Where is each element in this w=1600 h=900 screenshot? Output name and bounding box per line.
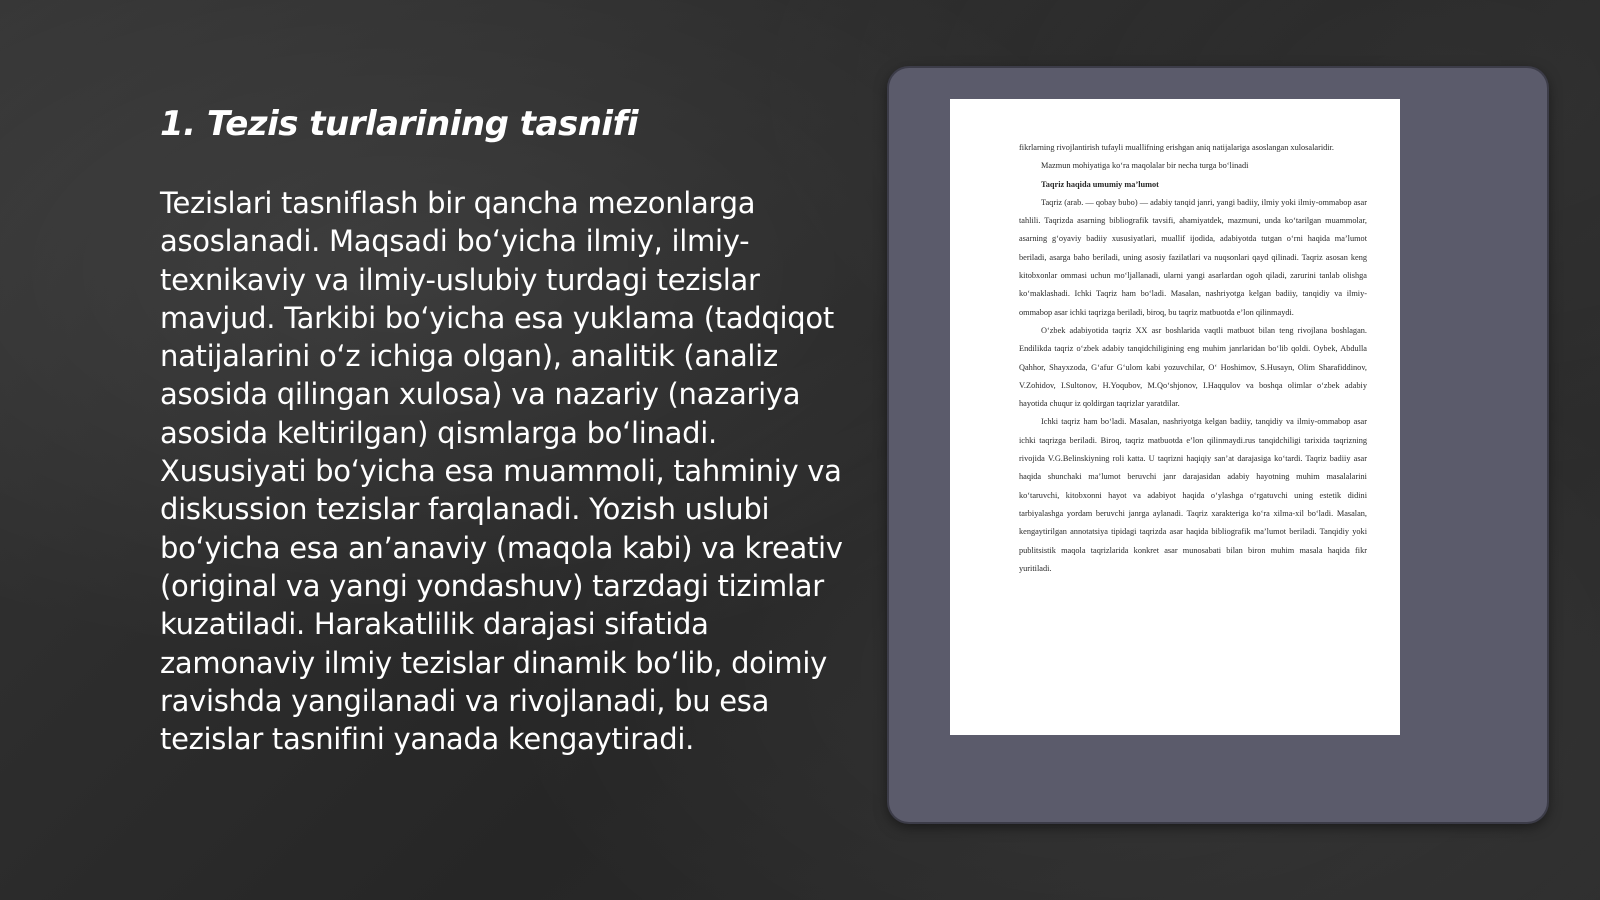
slide-body-text: Tezislari tasniflash bir qancha mezonlarga asoslanadi. Maqsadi bo‘yicha ilmiy, ilmiy-texnikaviy va ilmiy-uslubiy turdagi tezislar mavjud. Tarkibi bo‘yicha esa yuklama (tadqiqot natijalarini o‘z ichiga olgan), analitik (analiz asosida qilingan xulosa) va nazariy (nazariya asosida keltirilgan) qismlarga bo‘linadi. Xususiyati bo‘yicha esa muammoli, tahminiy va diskussion tezislar farqlanadi. Yozish uslubi bo‘yicha esa an’anaviy (maqola kabi) va kreativ (original va yangi yondashuv) tarzdagi tizimlar kuzatiladi. Harakatlilik darajasi sifatida zamonaviy ilmiy tezislar dinamik bo‘lib, doimiy ravishda yangilanadi va rivojlanadi, bu esa tezislar tasnifini yanada kengaytiradi. [160, 186, 843, 757]
document-page [950, 99, 1400, 735]
doc-paragraph: fikrlarning rivojlantirish tufayli muallifning erishgan aniq natijalariga asoslangan xulosalaridir. [1019, 143, 1334, 152]
slide-heading: 1. Tezis turlarining tasnifi [160, 104, 639, 144]
document-image-frame [889, 68, 1547, 822]
doc-paragraph: Taqriz (arab. — qobay bubo) — adabiy tanqid janri, yangi badiiy, ilmiy yoki ilmiy-ommabop asar tahlili. Taqrizda asarning bibliografik tavsifi, ahamiyatdek, mazmuni, unda ko‘tarilgan muammolar, asarning g‘oyaviy badiiy xususiyatlari, muallif ijodida, adabiyotda tutgan o‘rni haqida ma’lumot beriladi, asarga baho beriladi, uning asosiy fazilatlari va nuqsonlari qayd qilinadi. Taqriz asosan keng kitobxonlar ommasi uchun mo‘ljallanadi, ularni yangi asarlardan ogoh qiladi, zarurini tanlab olishga ko‘maklashadi. Ichki Taqriz ham bo‘ladi. Masalan, nashriyotga kelgan badiiy, tanqidiy va ilmiy-ommabop asar ichki taqrizga beriladi, biroq, bu taqriz matbuotda e’lon qilinmaydi. [1019, 197, 1367, 317]
doc-paragraph: Ichki taqriz ham bo‘ladi. Masalan, nashriyotga kelgan badiiy, tanqidiy va ilmiy-ommabop asar ichki taqrizga beriladi. Biroq, taqriz matbuotda e’lon qilinmaydi.rus tanqidchiligi tarixida taqrizning rivojida V.G.Belinskiyning roli katta. U taqrizni haqiqiy san’at darajasiga ko‘tardi. Taqriz badiiy asar haqida shunchaki ma’lumot beruvchi janr darajasidan adabiy hayotning muhim masalalarini ko‘taruvchi, kitobxonni hayot va adabiyot haqida o‘ylashga o‘rgatuvchi uning estetik didini tarbiyalashga yordam beruvchi janrga aylanadi. Taqriz xarakteriga ko‘ra xilma-xil bo‘ladi. Masalan, kengaytirilgan annotatsiya tipidagi taqrizda asar haqida bibliografik ma’lumot beriladi. Tanqidiy yoki publitsistik maqola taqrizlarida konkret asar munosabati bilan biron muhim masala haqida fikr yuritiladi. [1019, 417, 1367, 573]
document-page-text [1019, 139, 1367, 578]
doc-paragraph: O‘zbek adabiyotida taqriz XX asr boshlarida vaqtli matbuot bilan teng rivojlana boshlagan. Endilikda taqriz o‘zbek adabiy tanqidchiligining eng muhim janrlaridan bo‘lib qoldi. Oybek, Abdulla Qahhor, Shayxzoda, G‘afur G‘ulom kabi yozuvchilar, O‘ Hoshimov, S.Husayn, Olim Sharafiddinov, V.Zohidov, I.Sultonov, H.Yoqubov, M.Qo‘shjonov, I.Haqqulov va boshqa olimlar o‘zbek adabiy hayotida chuqur iz qoldirgan taqrizlar yaratdilar. [1019, 325, 1367, 409]
doc-subheading: Taqriz haqida umumiy ma’lumot [1041, 179, 1159, 189]
doc-paragraph: Mazmun mohiyatiga ko‘ra maqolalar bir necha turga bo‘linadi [1041, 161, 1249, 171]
